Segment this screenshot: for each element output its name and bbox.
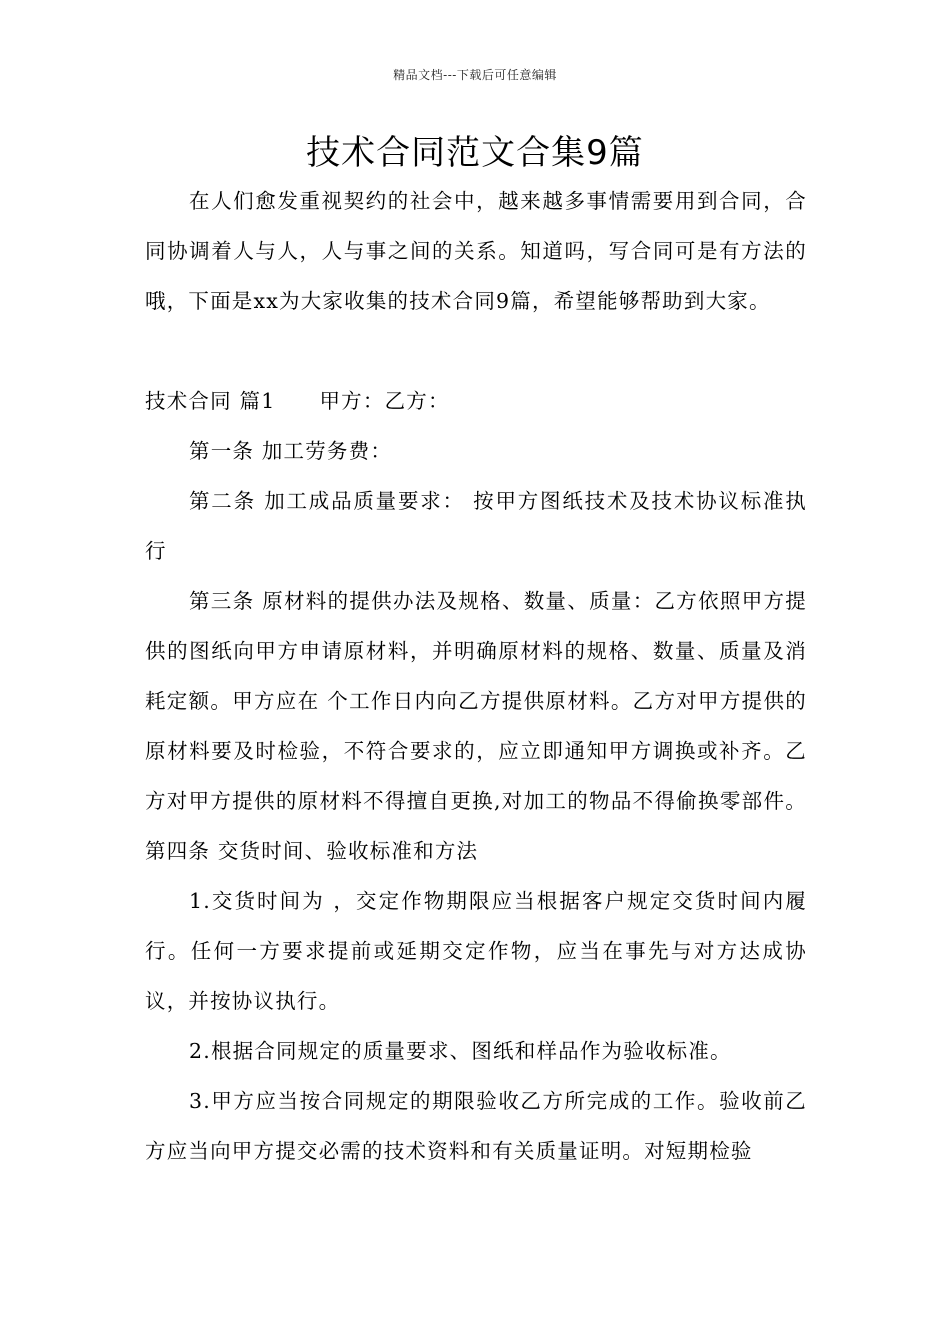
section-heading-line (145, 376, 807, 426)
clause-2: 第二条 加工成品质量要求： 按甲方图纸技术及技术协议标准执行 (145, 489, 807, 563)
clause-item-1: 1.交货时间为 ，交定作物期限应当根据客户规定交货时间内履行。任何一方要求提前或延期交定作物，应当在事先与对方达成协议，并按协议执行。 (145, 889, 807, 1013)
clause-item-2: 2.根据合同规定的质量要求、图纸和样品作为验收标准。 (189, 1039, 732, 1063)
document-body (145, 176, 807, 1176)
document-title: 技术合同范文合集9篇 (306, 133, 644, 173)
clause-3: 第三条 原材料的提供办法及规格、数量、质量：乙方依照甲方提供的图纸向甲方申请原材料，并明确原材料的规格、数量、质量及消耗定额。甲方应在 个工作日内向乙方提供原材料。乙方对甲方提供的原材料要及时检验，不符合要求的，应立即通知甲方调换或补齐。乙方对甲方提供的原材料不得擅自更换,对加工的物品不得偷换零部件。 第四条 交货时间、验收标准和方法 (145, 589, 807, 863)
intro-paragraph: 在人们愈发重视契约的社会中，越来越多事情需要用到合同，合同协调着人与人，人与事之间的关系。知道吗，写合同可是有方法的哦，下面是xx为大家收集的技术合同9篇，希望能够帮助到大家。 (145, 189, 807, 313)
page-header: 精品文档---下载后可任意编辑 (393, 68, 557, 82)
paragraph-gap (145, 326, 807, 376)
clause-1: 第一条 加工劳务费： (189, 439, 393, 463)
section-parties: 甲方：乙方： (319, 389, 450, 413)
section-heading: 技术合同 篇1 (145, 389, 276, 413)
clause-item-3: 3.甲方应当按合同规定的期限验收乙方所完成的工作。验收前乙方应当向甲方提交必需的技术资料和有关质量证明。对短期检验 (145, 1089, 807, 1163)
